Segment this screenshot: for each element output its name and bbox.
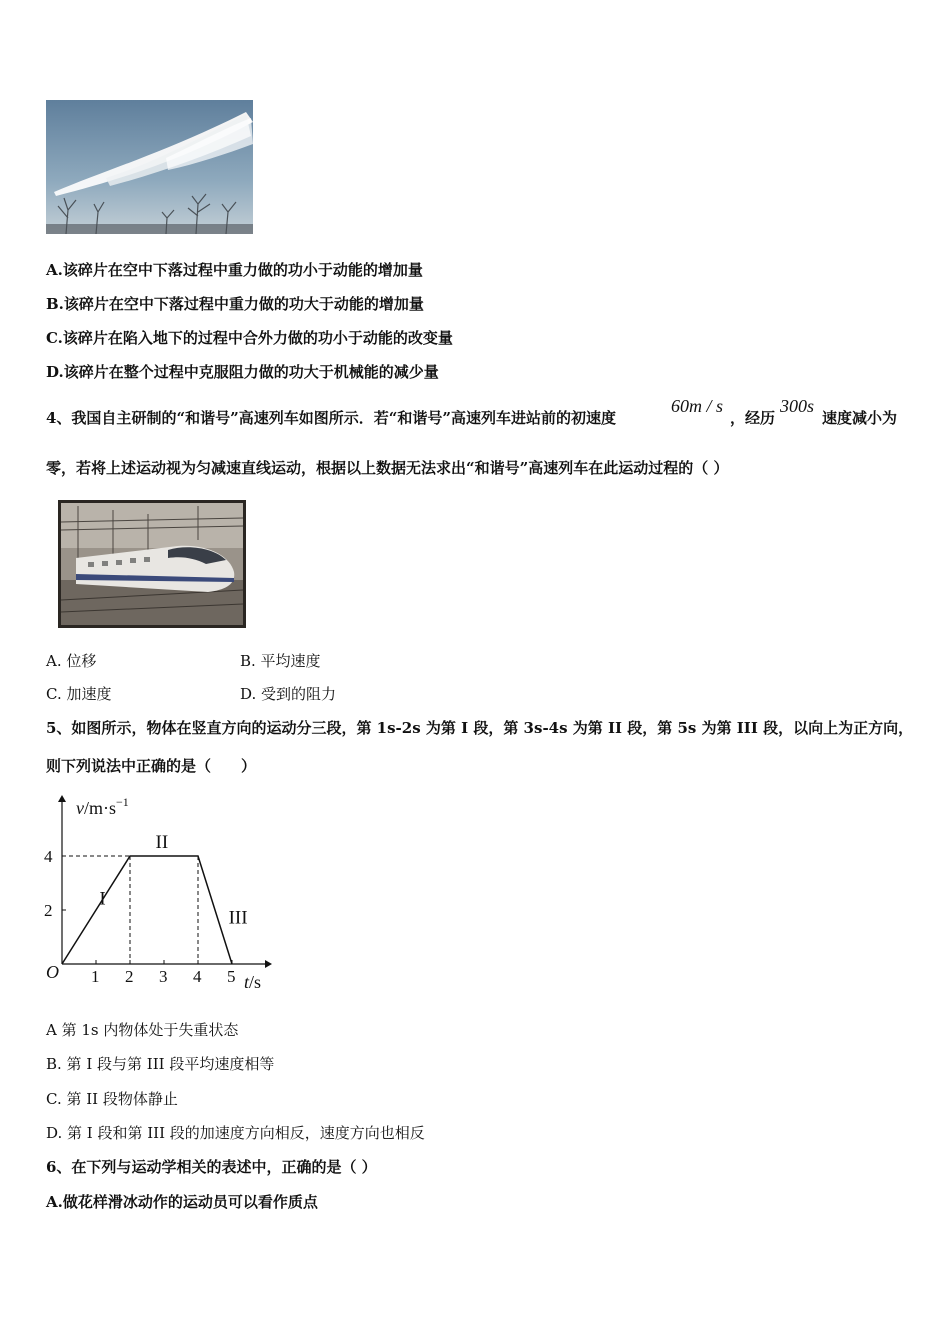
q4-stem-line2: 零，若将上述运动视为匀减速直线运动，根据以上数据无法求出“和谐号”高速列车在此运动过程的（ ） (46, 459, 729, 477)
q3-option-b: B.该碎片在空中下落过程中重力做的功大于动能的增加量 (46, 295, 424, 313)
q4-stem-part1: 4、我国自主研制的“和谐号”高速列车如图所示．若“和谐号”高速列车进站前的初速度 (46, 409, 616, 427)
q3-option-d: D.该碎片在整个过程中克服阻力做的功大于机械能的减少量 (46, 363, 439, 381)
velocity-time-svg (40, 786, 280, 996)
segment-label: III (228, 907, 248, 929)
q3-option-c: C.该碎片在陷入地下的过程中合外力做的功小于动能的改变量 (46, 329, 453, 347)
segment-label: II (155, 831, 169, 853)
q3-option-a: A.该碎片在空中下落过程中重力做的功小于动能的增加量 (46, 261, 423, 279)
y-axis-label: $v/m\cdot s^{-1}$ (76, 795, 129, 818)
y-axis-unit: /m·s (84, 798, 117, 818)
velocity-line (62, 856, 232, 964)
q6-option-a: A.做花样滑冰动作的运动员可以看作质点 (46, 1193, 318, 1211)
train-photo (58, 500, 246, 628)
origin-label: O (46, 962, 59, 982)
q5-stem-line2: 则下列说法中正确的是（ ） (46, 757, 257, 775)
y-axis-arrow (58, 795, 66, 802)
q4-option-a: A. 位移 (46, 652, 97, 670)
meteor-photo (46, 100, 253, 234)
x-tick-label: 3 (159, 967, 168, 986)
q5-option-d: D. 第 I 段和第 III 段的加速度方向相反，速度方向也相反 (46, 1124, 425, 1142)
x-tick-label: 2 (125, 967, 134, 986)
q5-option-a: A 第 1s 内物体处于失重状态 (46, 1021, 239, 1039)
q4-stem-part3: 速度减小为 (822, 409, 898, 427)
segment-label: I (99, 888, 106, 910)
q5-option-c: C. 第 II 段物体静止 (46, 1090, 178, 1108)
q6-stem: 6、在下列与运动学相关的表述中，正确的是（ ） (46, 1158, 377, 1176)
q5-option-b: B. 第 I 段与第 III 段平均速度相等 (46, 1055, 275, 1073)
x-axis-arrow (265, 960, 272, 968)
y-axis-exp: −1 (116, 795, 129, 809)
x-tick-label: 1 (91, 967, 100, 986)
q4-time: 300s (780, 396, 815, 416)
q4-option-d: D. 受到的阻力 (240, 685, 337, 703)
y-tick-label: 2 (44, 901, 53, 920)
y-tick-label: 4 (44, 847, 53, 866)
velocity-time-graph (40, 786, 280, 996)
q4-stem-part2: ，经历 (730, 409, 776, 427)
q4-option-c: C. 加速度 (46, 685, 112, 703)
x-axis-label: t/s (244, 972, 262, 992)
q4-speed: 60m / s (671, 396, 724, 416)
x-tick-label: 5 (227, 967, 236, 986)
x-tick-label: 4 (193, 967, 202, 986)
q4-option-b: B. 平均速度 (240, 652, 321, 670)
q5-stem-line1: 5、如图所示，物体在竖直方向的运动分三段，第 1s-2s 为第 I 段，第 3s-4s 为第 II 段，第 5s 为第 III 段，以向上为正方向， (46, 719, 914, 737)
